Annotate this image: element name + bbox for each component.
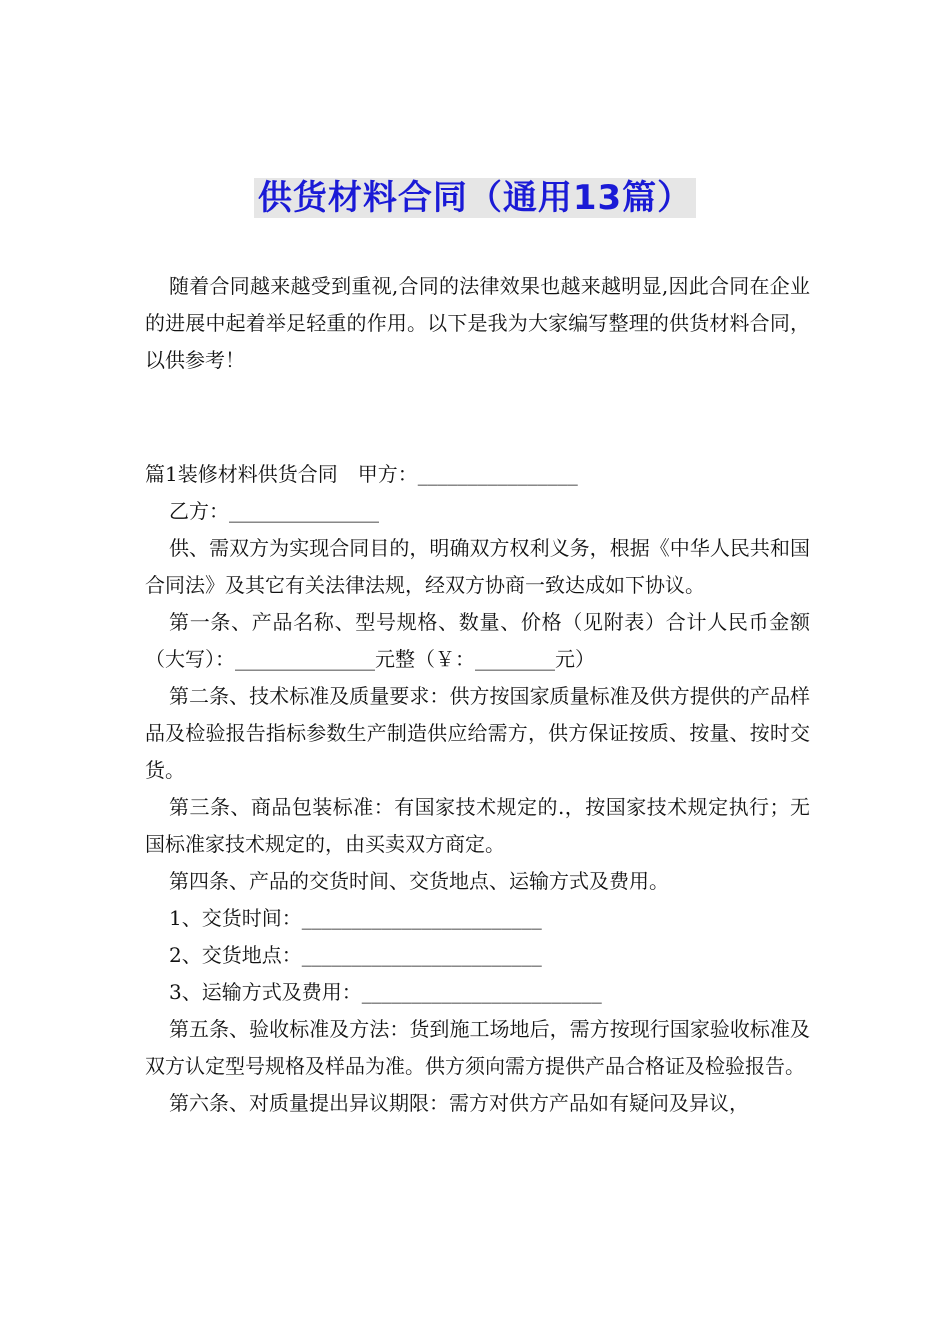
article-3-paragraph: 第三条、商品包装标准：有国家技术规定的.，按国家技术规定执行；无国标准家技术规定的，由买卖双方商定。 <box>145 795 810 856</box>
article-2-paragraph: 第二条、技术标准及质量要求：供方按国家质量标准及供方提供的产品样品及检验报告指标参数生产制造供应给需方，供方保证按质、按量、按时交货。 <box>145 684 810 782</box>
document-body <box>145 268 810 1122</box>
article-4-paragraph: 第四条、产品的交货时间、交货地点、运输方式及费用。 <box>169 869 669 893</box>
transport-line: 3、运输方式及费用：________________________ <box>169 980 602 1004</box>
section-heading-line: 篇1装修材料供货合同 甲方：________________ <box>145 462 578 486</box>
preamble-paragraph: 供、需双方为实现合同目的，明确双方权利义务，根据《中华人民共和国合同法》及其它有关法律法规，经双方协商一致达成如下协议。 <box>145 536 810 597</box>
delivery-time-line: 1、交货时间：________________________ <box>169 906 542 930</box>
intro-paragraph: 随着合同越来越受到重视,合同的法律效果也越来越明显,因此合同在企业的进展中起着举足轻重的作用。以下是我为大家编写整理的供货材料合同，以供参考！ <box>145 274 810 372</box>
delivery-place-line: 2、交货地点：________________________ <box>169 943 542 967</box>
article-5-paragraph: 第五条、验收标准及方法：货到施工场地后，需方按现行国家验收标准及双方认定型号规格及样品为准。供方须向需方提供产品合格证及检验报告。 <box>145 1017 810 1078</box>
title-container <box>0 178 950 218</box>
document-title: 供货材料合同（通用13篇） <box>254 178 696 218</box>
section-spacer <box>145 379 810 456</box>
article-1-paragraph: 第一条、产品名称、型号规格、数量、价格（见附表）合计人民币金额（大写）：______________元整（￥：________元） <box>145 610 810 671</box>
party-b-line: 乙方：_______________ <box>169 499 379 523</box>
article-6-paragraph: 第六条、对质量提出异议期限：需方对供方产品如有疑问及异议， <box>169 1091 749 1115</box>
